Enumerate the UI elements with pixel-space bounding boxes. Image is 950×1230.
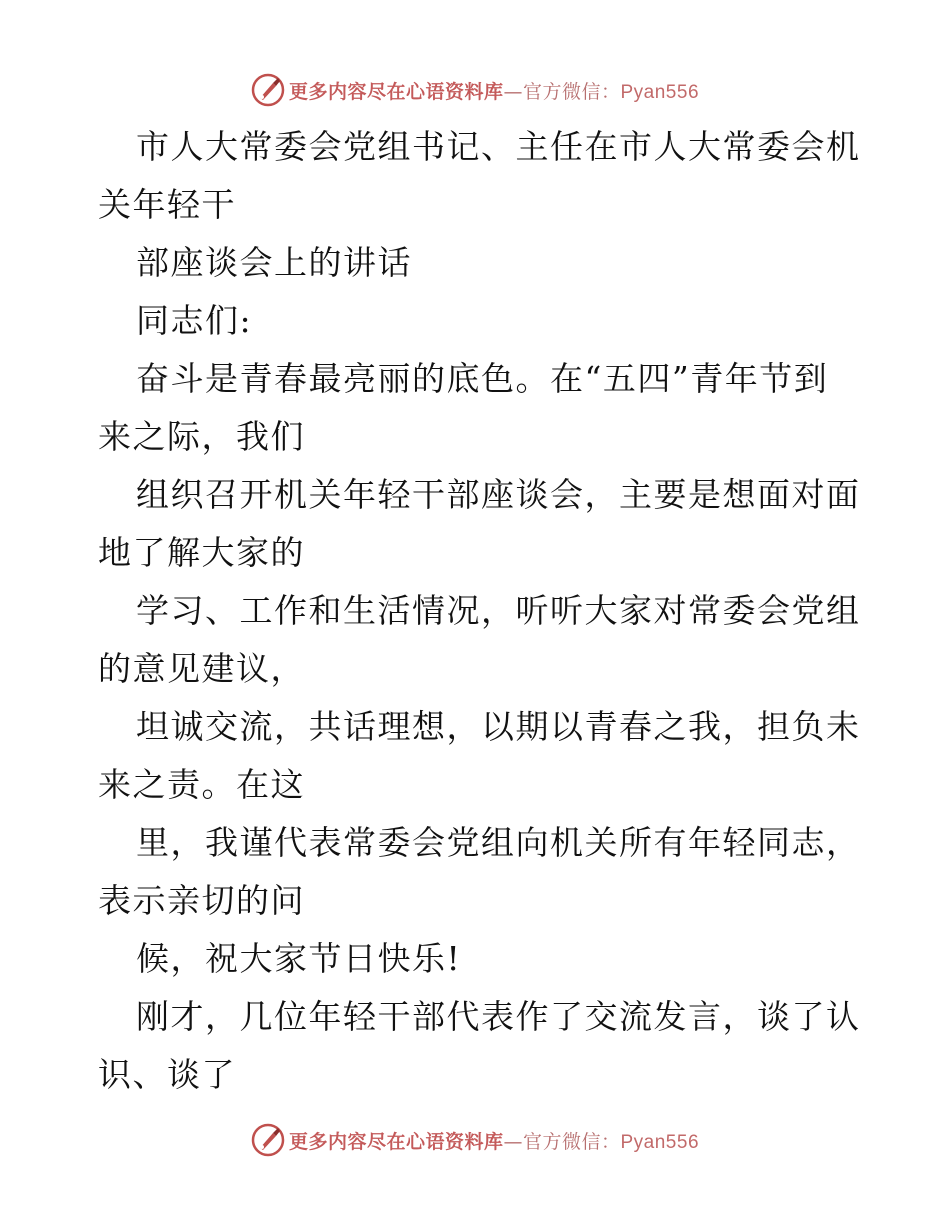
text-line: 部座谈会上的讲话 bbox=[136, 243, 412, 282]
watermark-text bbox=[289, 1127, 699, 1154]
header-watermark bbox=[0, 70, 950, 110]
text-line: 奋斗是青春最亮丽的底色。在“五四”青年节到 bbox=[136, 359, 829, 398]
watermark-label: 官方微信： bbox=[522, 80, 621, 103]
watermark-brand: 更多内容尽在心语资料库 bbox=[288, 1130, 504, 1153]
footer-watermark bbox=[0, 1120, 950, 1160]
document-body bbox=[98, 118, 861, 1104]
quill-logo-icon bbox=[251, 73, 285, 107]
text-line: 同志们: bbox=[136, 301, 253, 340]
watermark-wechat-id: Pyan556 bbox=[620, 81, 700, 103]
text-line: 来之责。在这 bbox=[98, 765, 305, 804]
text-line: 来之际，我们 bbox=[98, 417, 305, 456]
text-line: 市人大常委会党组书记、主任在市人大常委会机 bbox=[136, 127, 861, 166]
text-line: 刚才，几位年轻干部代表作了交流发言，谈了认 bbox=[136, 997, 861, 1036]
watermark-wechat-id: Pyan556 bbox=[620, 1131, 700, 1153]
watermark-brand: 更多内容尽在心语资料库 bbox=[288, 80, 504, 103]
watermark-label: 官方微信： bbox=[522, 1130, 621, 1153]
text-line: 的意见建议， bbox=[98, 649, 305, 688]
text-line: 组织召开机关年轻干部座谈会，主要是想面对面 bbox=[136, 475, 861, 514]
text-line: 学习、工作和生活情况，听听大家对常委会党组 bbox=[136, 591, 861, 630]
quill-logo-icon bbox=[251, 1123, 285, 1157]
text-line: 关年轻干 bbox=[98, 185, 236, 224]
text-line: 坦诚交流，共话理想，以期以青春之我，担负未 bbox=[136, 707, 861, 746]
watermark-separator: — bbox=[503, 80, 523, 103]
watermark-text bbox=[289, 77, 699, 104]
text-line: 识、谈了 bbox=[98, 1055, 236, 1094]
text-line: 表示亲切的问 bbox=[98, 881, 305, 920]
text-line: 地了解大家的 bbox=[98, 533, 305, 572]
watermark-separator: — bbox=[503, 1130, 523, 1153]
text-line: 里，我谨代表常委会党组向机关所有年轻同志， bbox=[136, 823, 861, 862]
text-line: 候，祝大家节日快乐! bbox=[136, 939, 462, 978]
